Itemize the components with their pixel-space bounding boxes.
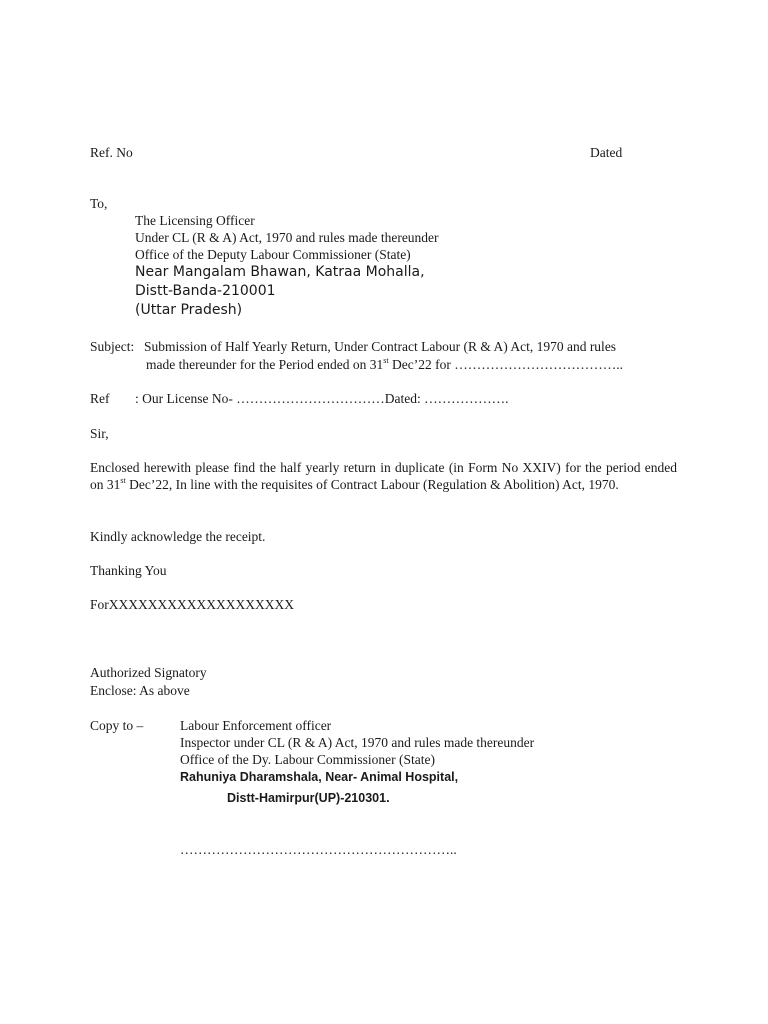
ref-no-label: Ref. No <box>90 145 133 160</box>
enclose-line: Enclose: As above <box>90 683 190 698</box>
copy-to-address-line: Distt-Hamirpur(UP)-210301. <box>227 791 390 805</box>
copy-to-line: Inspector under CL (R & A) Act, 1970 and rules made thereunder <box>180 735 535 750</box>
addressee-line: Distt-Banda-210001 <box>135 283 276 299</box>
copy-to-address-line: Rahuniya Dharamshala, Near- Animal Hospital, <box>180 770 459 784</box>
authorized-signatory: Authorized Signatory <box>90 665 207 680</box>
to-label: To, <box>90 196 108 211</box>
addressee-line: Under CL (R & A) Act, 1970 and rules made thereunder <box>135 230 439 245</box>
reference-label: Ref <box>90 391 110 406</box>
reference-text: : Our License No- ……………………………Dated: ………………. <box>135 391 509 406</box>
copy-to-line: Office of the Dy. Labour Commissioner (State) <box>180 752 435 767</box>
addressee-line: Near Mangalam Bhawan, Katraa Mohalla, <box>135 264 425 280</box>
subject-label: Subject: <box>90 339 135 354</box>
dated-label: Dated <box>590 145 623 160</box>
body-paragraph: Enclosed herewith please find the half yearly return in duplicate (in Form No XXIV) for the period ended on 31st Dec’22, In line with the requisites of Contract Labour (Regulation & Abolition) Act, 1970. <box>90 460 677 492</box>
subject-line-1: Submission of Half Yearly Return, Under Contract Labour (R & A) Act, 1970 and rules <box>144 339 617 354</box>
addressee-line: The Licensing Officer <box>135 213 255 228</box>
salutation: Sir, <box>90 426 109 441</box>
acknowledge-line: Kindly acknowledge the receipt. <box>90 529 266 544</box>
addressee-line: Office of the Deputy Labour Commissioner (State) <box>135 247 411 262</box>
thanking-line: Thanking You <box>90 563 167 578</box>
subject-line-2: made thereunder for the Period ended on 31st Dec’22 for ……………………………….. <box>146 356 623 372</box>
copy-to-line: Labour Enforcement officer <box>180 718 332 733</box>
copy-to-label: Copy to – <box>90 718 144 733</box>
addressee-line: (Uttar Pradesh) <box>135 302 243 318</box>
for-company-line: ForXXXXXXXXXXXXXXXXXXX <box>90 597 294 612</box>
signature-dotted-line: …………………………………………………….. <box>180 842 457 857</box>
